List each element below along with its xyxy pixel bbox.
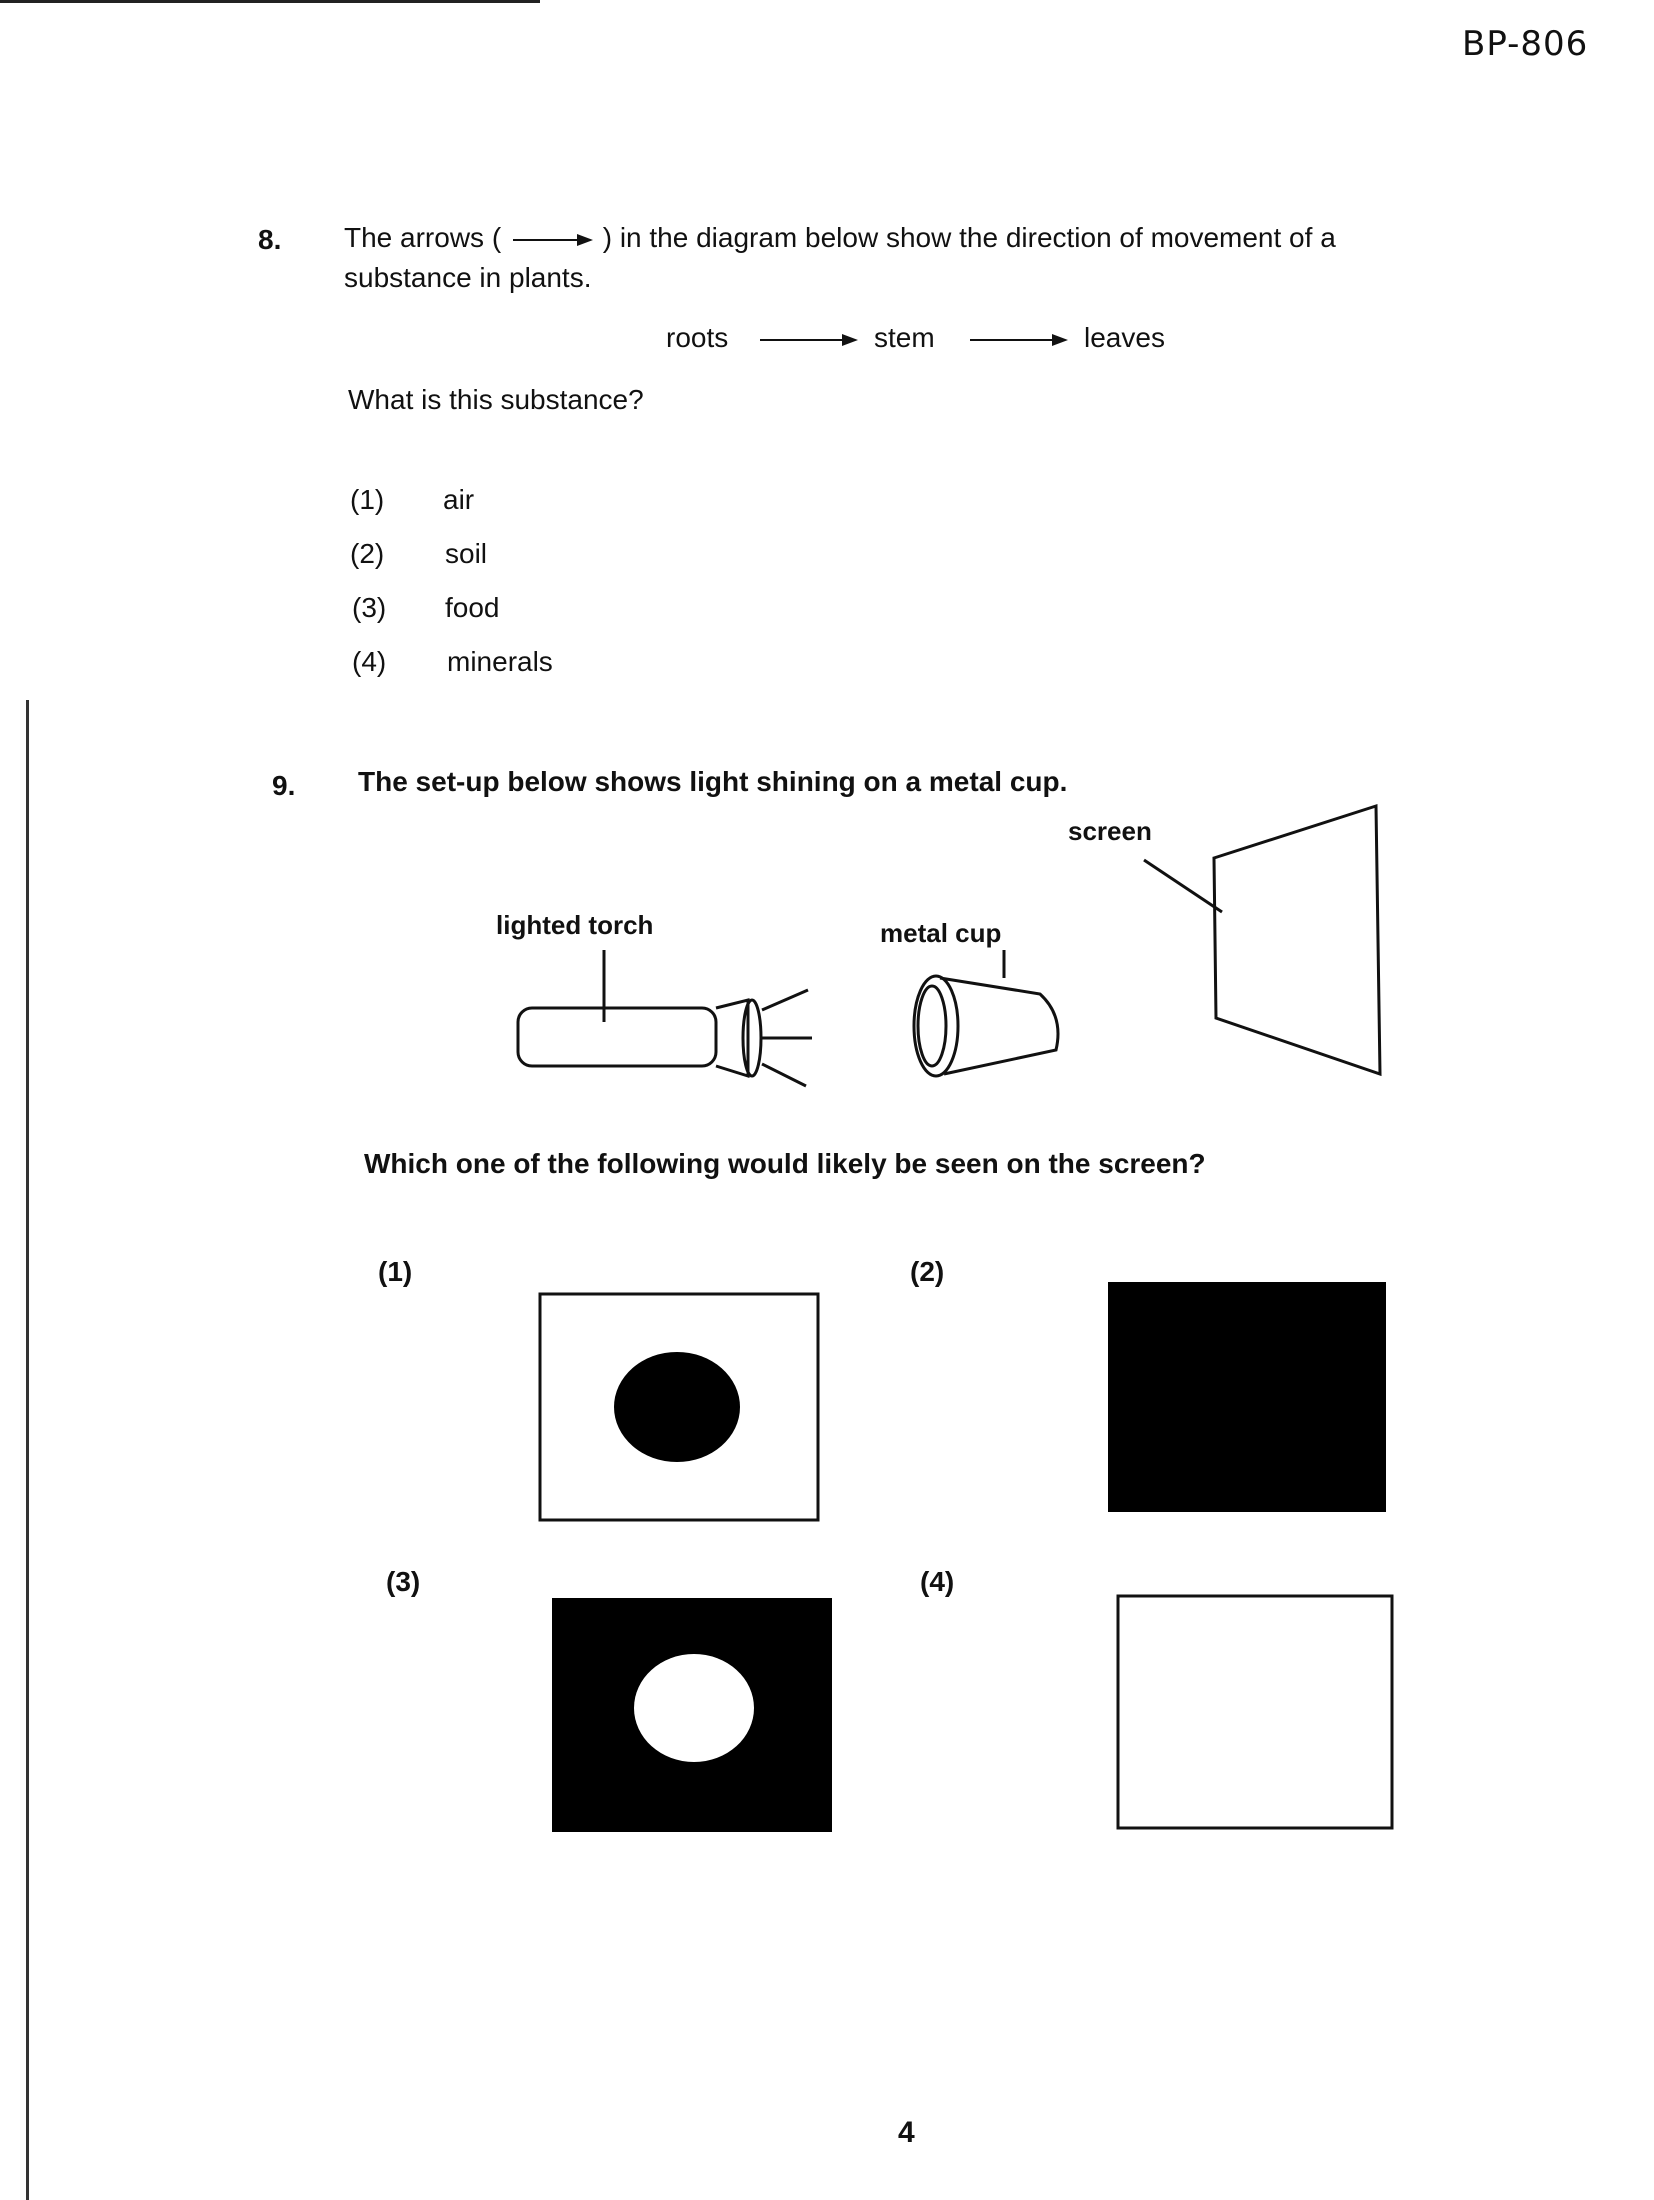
flow-leaves: leaves xyxy=(1084,322,1165,353)
q9-option-1-number: (1) xyxy=(378,1256,413,1287)
page-number: 4 xyxy=(898,2116,915,2149)
q9-option-3-number: (3) xyxy=(386,1566,421,1597)
q9-prompt: Which one of the following would likely be seen on the screen? xyxy=(364,1148,1206,1179)
option-4-image xyxy=(1118,1596,1392,1828)
metal-cup-illustration xyxy=(914,950,1058,1076)
q9-option-2-number: (2) xyxy=(910,1256,945,1287)
flow-roots: roots xyxy=(666,322,729,353)
q8-text-after-arrow: ) in the diagram below show the direction of movement of a xyxy=(602,222,1336,253)
option-1-image xyxy=(540,1294,818,1520)
q8-number: 8. xyxy=(258,224,282,255)
q8-option-4-number: (4) xyxy=(352,646,387,677)
option-3-image xyxy=(552,1598,832,1832)
screen-illustration xyxy=(1144,806,1380,1074)
q8-option-3-text: food xyxy=(445,592,500,623)
q8-option-4-text: minerals xyxy=(447,646,553,677)
q8-text-before-arrow: The arrows ( xyxy=(344,222,502,253)
q8-option-1-number: (1) xyxy=(350,484,385,515)
option-2-image xyxy=(1108,1282,1386,1512)
q9-answer-options xyxy=(0,1200,1654,1860)
q8-option-3-number: (3) xyxy=(352,592,387,623)
label-lighted-torch: lighted torch xyxy=(496,910,654,940)
paper-code: BP-806 xyxy=(1462,24,1589,64)
label-screen: screen xyxy=(1068,816,1152,846)
flow-stem: stem xyxy=(874,322,935,353)
q8-option-2-number: (2) xyxy=(350,538,385,569)
q9-number: 9. xyxy=(272,770,296,801)
q8-text-line2: substance in plants. xyxy=(344,262,592,293)
q8-option-1-text: air xyxy=(443,484,475,515)
q9-option-4-number: (4) xyxy=(920,1566,955,1597)
q9-text: The set-up below shows light shining on a metal cup. xyxy=(358,766,1068,797)
q8-prompt: What is this substance? xyxy=(348,384,644,415)
q8-option-2-text: soil xyxy=(445,538,488,569)
label-metal-cup: metal cup xyxy=(880,918,1002,948)
torch-illustration xyxy=(518,950,812,1086)
